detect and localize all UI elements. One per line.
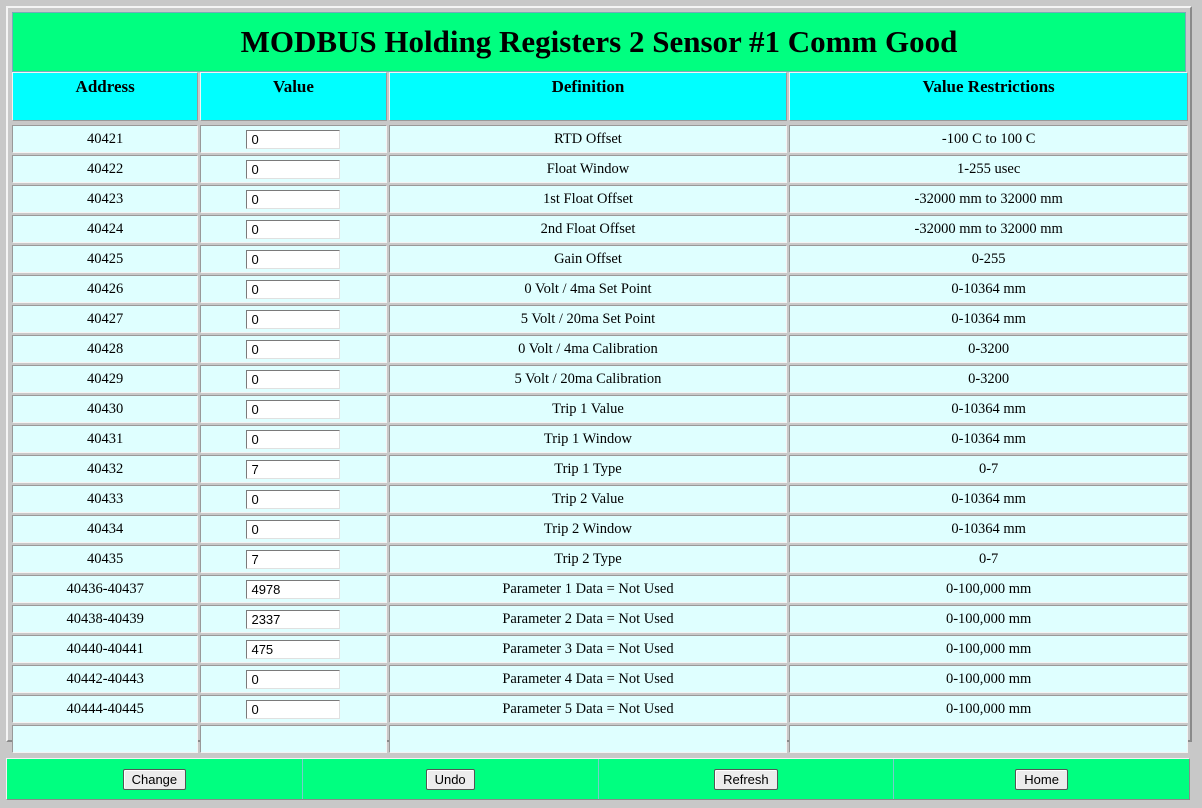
value-cell xyxy=(200,635,386,663)
restriction-cell: 0-10364 mm xyxy=(789,485,1188,513)
table-row xyxy=(12,155,1188,183)
register-value-input[interactable] xyxy=(246,160,340,179)
register-value-input[interactable] xyxy=(246,400,340,419)
value-cell xyxy=(200,275,386,303)
table-row xyxy=(12,545,1188,573)
register-value-input[interactable] xyxy=(246,250,340,269)
table-row xyxy=(12,575,1188,603)
address-cell: 40433 xyxy=(12,485,198,513)
table-row xyxy=(12,335,1188,363)
address-cell: 40436-40437 xyxy=(12,575,198,603)
table-row xyxy=(12,635,1188,663)
column-header-value: Value xyxy=(200,72,386,121)
definition-cell: RTD Offset xyxy=(389,125,788,153)
column-header-restrictions: Value Restrictions xyxy=(789,72,1188,121)
value-cell xyxy=(200,515,386,543)
address-cell: 40423 xyxy=(12,185,198,213)
address-cell: 40442-40443 xyxy=(12,665,198,693)
register-value-input[interactable] xyxy=(246,190,340,209)
restriction-cell: 1-255 usec xyxy=(789,155,1188,183)
value-cell xyxy=(200,335,386,363)
table-header-row xyxy=(12,72,1188,121)
register-value-input[interactable] xyxy=(246,610,340,629)
definition-cell: Float Window xyxy=(389,155,788,183)
definition-cell: Trip 1 Value xyxy=(389,395,788,423)
table-row xyxy=(12,665,1188,693)
register-value-input[interactable] xyxy=(246,460,340,479)
register-value-input[interactable] xyxy=(246,310,340,329)
value-cell xyxy=(200,125,386,153)
address-cell: 40444-40445 xyxy=(12,695,198,723)
restriction-cell: 0-255 xyxy=(789,245,1188,273)
definition-cell: Parameter 5 Data = Not Used xyxy=(389,695,788,723)
button-cell-refresh xyxy=(599,759,895,799)
address-cell: 40427 xyxy=(12,305,198,333)
value-cell xyxy=(200,185,386,213)
value-cell xyxy=(200,665,386,693)
restriction-cell: 0-10364 mm xyxy=(789,305,1188,333)
restriction-cell: 0-10364 mm xyxy=(789,395,1188,423)
registers-table xyxy=(10,70,1190,755)
table-row xyxy=(12,365,1188,393)
restriction-cell: 0-100,000 mm xyxy=(789,665,1188,693)
empty-cell xyxy=(789,725,1188,753)
undo-button[interactable]: Undo xyxy=(426,769,475,790)
table-row xyxy=(12,245,1188,273)
restriction-cell: -32000 mm to 32000 mm xyxy=(789,185,1188,213)
address-cell: 40421 xyxy=(12,125,198,153)
address-cell: 40428 xyxy=(12,335,198,363)
restriction-cell: 0-3200 xyxy=(789,335,1188,363)
definition-cell: 5 Volt / 20ma Set Point xyxy=(389,305,788,333)
value-cell xyxy=(200,575,386,603)
definition-cell: Trip 2 Value xyxy=(389,485,788,513)
restriction-cell: 0-100,000 mm xyxy=(789,575,1188,603)
address-cell: 40434 xyxy=(12,515,198,543)
address-cell: 40440-40441 xyxy=(12,635,198,663)
table-row xyxy=(12,515,1188,543)
restriction-cell: -100 C to 100 C xyxy=(789,125,1188,153)
restriction-cell: 0-10364 mm xyxy=(789,275,1188,303)
register-value-input[interactable] xyxy=(246,700,340,719)
register-value-input[interactable] xyxy=(246,130,340,149)
restriction-cell: 0-100,000 mm xyxy=(789,605,1188,633)
register-value-input[interactable] xyxy=(246,520,340,539)
value-cell xyxy=(200,695,386,723)
definition-cell: 5 Volt / 20ma Calibration xyxy=(389,365,788,393)
title-bar xyxy=(12,12,1186,72)
restriction-cell: 0-7 xyxy=(789,455,1188,483)
value-cell xyxy=(200,485,386,513)
definition-cell: Trip 1 Type xyxy=(389,455,788,483)
address-cell: 40430 xyxy=(12,395,198,423)
table-row xyxy=(12,185,1188,213)
value-cell xyxy=(200,545,386,573)
table-row xyxy=(12,695,1188,723)
definition-cell: Gain Offset xyxy=(389,245,788,273)
definition-cell: Trip 2 Window xyxy=(389,515,788,543)
definition-cell: 2nd Float Offset xyxy=(389,215,788,243)
value-cell xyxy=(200,455,386,483)
address-cell: 40422 xyxy=(12,155,198,183)
address-cell: 40431 xyxy=(12,425,198,453)
definition-cell: Parameter 1 Data = Not Used xyxy=(389,575,788,603)
table-body xyxy=(12,123,1188,753)
restriction-cell: 0-100,000 mm xyxy=(789,695,1188,723)
registers-frame xyxy=(6,6,1192,742)
column-header-address: Address xyxy=(12,72,198,121)
restriction-cell: 0-10364 mm xyxy=(789,425,1188,453)
value-cell xyxy=(200,425,386,453)
definition-cell: 0 Volt / 4ma Set Point xyxy=(389,275,788,303)
register-value-input[interactable] xyxy=(246,490,340,509)
restriction-cell: 0-100,000 mm xyxy=(789,635,1188,663)
button-cell-undo xyxy=(303,759,599,799)
address-cell: 40426 xyxy=(12,275,198,303)
definition-cell: Trip 2 Type xyxy=(389,545,788,573)
register-value-input[interactable] xyxy=(246,580,340,599)
table-row xyxy=(12,125,1188,153)
definition-cell: 0 Volt / 4ma Calibration xyxy=(389,335,788,363)
value-cell xyxy=(200,395,386,423)
definition-cell: Parameter 4 Data = Not Used xyxy=(389,665,788,693)
value-cell xyxy=(200,365,386,393)
value-cell xyxy=(200,305,386,333)
home-button[interactable]: Home xyxy=(1015,769,1068,790)
register-value-input[interactable] xyxy=(246,340,340,359)
address-cell: 40432 xyxy=(12,455,198,483)
table-row xyxy=(12,455,1188,483)
restriction-cell: 0-10364 mm xyxy=(789,515,1188,543)
register-value-input[interactable] xyxy=(246,370,340,389)
empty-cell xyxy=(12,725,198,753)
definition-cell: Parameter 2 Data = Not Used xyxy=(389,605,788,633)
button-bar xyxy=(6,758,1190,800)
address-cell: 40429 xyxy=(12,365,198,393)
page-title: MODBUS Holding Registers 2 Sensor #1 Comm Good xyxy=(240,24,958,59)
register-value-input[interactable] xyxy=(246,430,340,449)
restriction-cell: 0-3200 xyxy=(789,365,1188,393)
value-cell xyxy=(200,155,386,183)
table-row xyxy=(12,605,1188,633)
button-cell-change xyxy=(7,759,303,799)
definition-cell: Trip 1 Window xyxy=(389,425,788,453)
address-cell: 40438-40439 xyxy=(12,605,198,633)
address-cell: 40425 xyxy=(12,245,198,273)
restriction-cell: 0-7 xyxy=(789,545,1188,573)
column-header-definition: Definition xyxy=(389,72,788,121)
value-cell xyxy=(200,245,386,273)
refresh-button[interactable]: Refresh xyxy=(714,769,778,790)
address-cell: 40435 xyxy=(12,545,198,573)
table-row xyxy=(12,395,1188,423)
address-cell: 40424 xyxy=(12,215,198,243)
register-value-input[interactable] xyxy=(246,550,340,569)
restriction-cell: -32000 mm to 32000 mm xyxy=(789,215,1188,243)
register-value-input[interactable] xyxy=(246,640,340,659)
table-row xyxy=(12,305,1188,333)
table-row xyxy=(12,215,1188,243)
definition-cell: Parameter 3 Data = Not Used xyxy=(389,635,788,663)
table-row xyxy=(12,425,1188,453)
button-cell-home xyxy=(894,759,1189,799)
value-cell xyxy=(200,215,386,243)
value-cell xyxy=(200,605,386,633)
register-value-input[interactable] xyxy=(246,280,340,299)
empty-table-row xyxy=(12,725,1188,753)
definition-cell: 1st Float Offset xyxy=(389,185,788,213)
change-button[interactable]: Change xyxy=(123,769,187,790)
empty-cell xyxy=(200,725,386,753)
register-value-input[interactable] xyxy=(246,220,340,239)
empty-cell xyxy=(389,725,788,753)
register-value-input[interactable] xyxy=(246,670,340,689)
table-row xyxy=(12,485,1188,513)
table-row xyxy=(12,275,1188,303)
